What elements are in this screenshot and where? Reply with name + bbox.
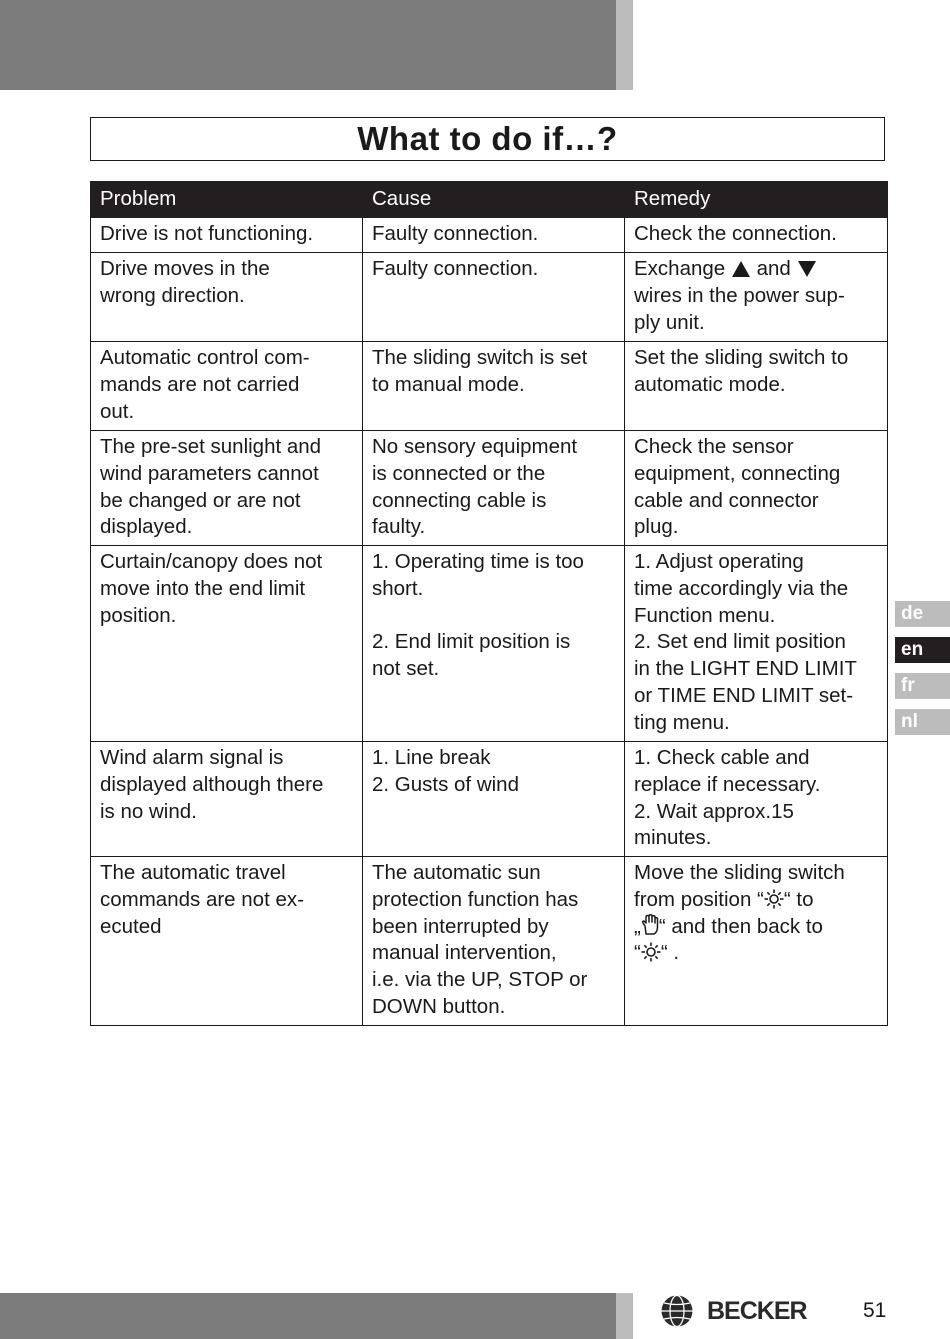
header-remedy: Remedy bbox=[625, 182, 888, 218]
remedy-line bbox=[634, 256, 878, 283]
bottom-band-edge bbox=[616, 1293, 633, 1339]
remedy-text: “ bbox=[634, 941, 641, 965]
problem-text: commands are not ex- bbox=[100, 887, 304, 911]
problem-text: position. bbox=[100, 603, 177, 627]
header-cause: Cause bbox=[363, 182, 625, 218]
top-gray-band bbox=[0, 0, 616, 90]
table-row bbox=[91, 546, 888, 742]
problem-cell bbox=[91, 431, 363, 546]
table-row bbox=[91, 342, 888, 431]
remedy-text: 2. Wait approx.15 bbox=[634, 799, 794, 823]
cause-spacer bbox=[372, 603, 615, 630]
page-title: What to do if…? bbox=[357, 120, 618, 157]
problem-text: displayed although there bbox=[100, 772, 324, 796]
cause-cell bbox=[363, 857, 625, 1026]
language-tab-fr[interactable]: fr bbox=[895, 673, 950, 699]
problem-cell bbox=[91, 253, 363, 342]
remedy-text: or TIME END LIMIT set- bbox=[634, 683, 854, 707]
problem-text: move into the end limit bbox=[100, 576, 306, 600]
remedy-cell bbox=[625, 431, 888, 546]
problem-cell bbox=[91, 342, 363, 431]
remedy-text: Move the sliding switch bbox=[634, 861, 845, 884]
problem-cell bbox=[91, 546, 363, 742]
table-header-row bbox=[91, 182, 888, 218]
remedy-text: wires in the power sup- bbox=[634, 283, 845, 307]
brand-logo bbox=[660, 1294, 807, 1328]
cause-cell bbox=[363, 431, 625, 546]
problem-text: Curtain/canopy does not bbox=[100, 550, 323, 573]
troubleshooting-table bbox=[90, 181, 888, 1026]
cause-text: DOWN button. bbox=[372, 994, 506, 1018]
top-band-edge bbox=[616, 0, 633, 90]
problem-cell bbox=[91, 218, 363, 253]
cause-text: connecting cable is bbox=[372, 488, 547, 512]
problem-text: out. bbox=[100, 399, 135, 423]
problem-text: Wind alarm signal is bbox=[100, 746, 284, 769]
cause-cell bbox=[363, 218, 625, 253]
remedy-text: from position “ bbox=[634, 887, 764, 911]
problem-cell bbox=[91, 857, 363, 1026]
remedy-text: Exchange bbox=[634, 257, 726, 280]
remedy-text: „ bbox=[634, 914, 641, 938]
remedy-text: Set the sliding switch to bbox=[634, 346, 849, 369]
header-problem: Problem bbox=[91, 182, 363, 218]
remedy-text: “ and then back to bbox=[658, 914, 823, 938]
remedy-text: 1. Check cable and bbox=[634, 746, 810, 769]
problem-text: The pre-set sunlight and bbox=[100, 435, 322, 458]
remedy-text: cable and connector bbox=[634, 488, 819, 512]
cause-text: faulty. bbox=[372, 515, 426, 539]
cause-text: Faulty connection. bbox=[372, 257, 539, 280]
cause-text: 1. Operating time is too bbox=[372, 550, 584, 573]
table-row bbox=[91, 218, 888, 253]
remedy-cell bbox=[625, 742, 888, 857]
table-row bbox=[91, 742, 888, 857]
remedy-text: 1. Adjust operating bbox=[634, 550, 804, 573]
remedy-text: 2. Set end limit position bbox=[634, 630, 846, 654]
remedy-text: Function menu. bbox=[634, 603, 776, 627]
bottom-gray-band bbox=[0, 1293, 616, 1339]
cause-cell bbox=[363, 253, 625, 342]
remedy-cell bbox=[625, 218, 888, 253]
remedy-line bbox=[634, 940, 878, 967]
up-triangle-icon bbox=[731, 260, 751, 278]
problem-text: Automatic control com- bbox=[100, 346, 310, 369]
brand-name: BECKER bbox=[707, 1296, 807, 1325]
cause-text: not set. bbox=[372, 657, 440, 681]
cause-text: No sensory equipment bbox=[372, 435, 578, 458]
sun-icon bbox=[764, 889, 784, 909]
table-row bbox=[91, 253, 888, 342]
remedy-text: ply unit. bbox=[634, 310, 705, 334]
problem-text: wind parameters cannot bbox=[100, 461, 319, 485]
cause-text: been interrupted by bbox=[372, 914, 549, 938]
becker-globe-logo-icon bbox=[660, 1294, 694, 1328]
remedy-text: “ . bbox=[660, 941, 680, 965]
remedy-text: minutes. bbox=[634, 826, 712, 850]
problem-text: Drive moves in the bbox=[100, 257, 270, 280]
cause-text: i.e. via the UP, STOP or bbox=[372, 968, 588, 992]
hand-icon bbox=[641, 914, 659, 936]
cause-text: manual intervention, bbox=[372, 941, 557, 965]
remedy-cell bbox=[625, 546, 888, 742]
problem-text: be changed or are not bbox=[100, 488, 301, 512]
language-tab-en[interactable]: en bbox=[895, 637, 950, 663]
remedy-line bbox=[634, 914, 878, 941]
cause-text: short. bbox=[372, 576, 424, 600]
table-row bbox=[91, 857, 888, 1026]
remedy-text: in the LIGHT END LIMIT bbox=[634, 657, 857, 681]
problem-text: The automatic travel bbox=[100, 861, 286, 884]
remedy-cell bbox=[625, 342, 888, 431]
language-tab-nl[interactable]: nl bbox=[895, 709, 950, 735]
language-tabs bbox=[895, 601, 950, 745]
cause-text: 2. End limit position is bbox=[372, 630, 571, 654]
cause-text: 2. Gusts of wind bbox=[372, 772, 519, 796]
cause-text: 1. Line break bbox=[372, 746, 491, 769]
remedy-text: ting menu. bbox=[634, 710, 730, 734]
remedy-text: “ to bbox=[783, 887, 814, 911]
cause-cell bbox=[363, 342, 625, 431]
cause-text: protection function has bbox=[372, 887, 579, 911]
remedy-text: Check the sensor bbox=[634, 435, 794, 458]
cause-text: The sliding switch is set bbox=[372, 346, 588, 369]
remedy-line bbox=[634, 887, 878, 914]
remedy-text: replace if necessary. bbox=[634, 772, 821, 796]
problem-cell bbox=[91, 742, 363, 857]
problem-text: mands are not carried bbox=[100, 372, 300, 396]
remedy-text: equipment, connecting bbox=[634, 461, 841, 485]
remedy-text: time accordingly via the bbox=[634, 576, 849, 600]
cause-cell bbox=[363, 546, 625, 742]
cause-text: The automatic sun bbox=[372, 861, 541, 884]
remedy-text: plug. bbox=[634, 515, 679, 539]
language-tab-de[interactable]: de bbox=[895, 601, 950, 627]
remedy-cell bbox=[625, 253, 888, 342]
remedy-text: automatic mode. bbox=[634, 372, 786, 396]
cause-text: to manual mode. bbox=[372, 372, 525, 396]
title-box bbox=[90, 117, 885, 161]
remedy-text: Check the connection. bbox=[634, 222, 837, 245]
cause-cell bbox=[363, 742, 625, 857]
remedy-cell bbox=[625, 857, 888, 1026]
table-row bbox=[91, 431, 888, 546]
remedy-text: and bbox=[756, 257, 791, 280]
problem-text: wrong direction. bbox=[100, 283, 245, 307]
problem-text: displayed. bbox=[100, 515, 193, 539]
problem-text: is no wind. bbox=[100, 799, 197, 823]
problem-text: Drive is not functioning. bbox=[100, 222, 314, 245]
page-number: 51 bbox=[863, 1299, 887, 1322]
sun-icon bbox=[641, 942, 661, 962]
cause-text: is connected or the bbox=[372, 461, 546, 485]
down-triangle-icon bbox=[797, 260, 817, 278]
problem-text: ecuted bbox=[100, 914, 162, 938]
cause-text: Faulty connection. bbox=[372, 222, 539, 245]
